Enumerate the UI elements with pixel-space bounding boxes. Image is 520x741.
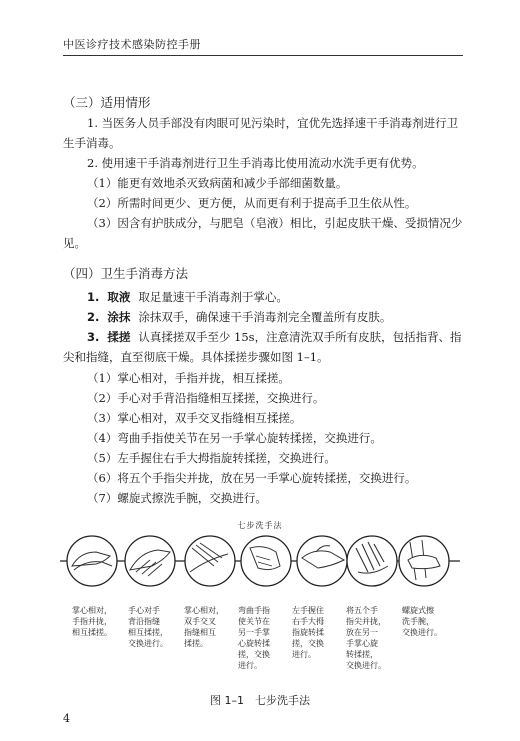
step-2-icon	[125, 536, 175, 586]
step-1-icon	[67, 536, 117, 586]
step-7-icon	[399, 536, 449, 586]
step-4: （4）弯曲手指使关节在另一手掌心旋转揉搓，交换进行。	[87, 431, 382, 445]
step-2: （2）手心对手背沿指缝相互揉搓，交换进行。	[87, 391, 325, 405]
item-1-number: 1.	[87, 290, 100, 304]
running-head: 中医诊疗技术感染防控手册	[63, 38, 201, 51]
figure-step-captions	[0, 605, 520, 675]
figure-caption-step-2: 手心对手 背沿指缝 相互揉搓， 交换进行。	[128, 606, 168, 648]
item-3-keyword: 揉搓	[107, 330, 131, 344]
section-heading-applicability: （三）适用情形	[63, 95, 151, 110]
step-4-icon	[241, 536, 291, 586]
figure-caption-step-4: 弯曲手指 使关节在 另一手掌 心旋转揉 搓，交换 进行。	[238, 606, 270, 670]
paragraph-5: （3）因含有护肤成分，与肥皂（皂液）相比，引起皮肤干燥、受损情况少见。	[63, 216, 463, 250]
step-3: （3）掌心相对，双手交叉指缝相互揉搓。	[87, 411, 302, 425]
figure-caption-step-5: 左手握住 右手大拇 指旋转揉 搓，交换 进行。	[292, 606, 324, 659]
step-5-icon	[297, 536, 347, 586]
section-heading-method: （四）卫生手消毒方法	[63, 266, 189, 281]
paragraph-4: （2）所需时间更少、更方便，从而更有利于提高手卫生依从性。	[87, 196, 417, 210]
step-6: （6）将五个手指尖并拢，放在另一手掌心旋转揉搓，交换进行。	[87, 471, 417, 485]
page-number: 4	[63, 712, 70, 725]
figure-title: 七步洗手法	[237, 521, 283, 530]
item-3-number: 3.	[87, 330, 100, 344]
paragraph-3: （1）能更有效地杀灭致病菌和减少手部细菌数量。	[87, 176, 348, 190]
paragraph-1: 1. 当医务人员手部没有肉眼可见污染时，宜优先选择速干手消毒剂进行卫生手消毒。	[63, 116, 459, 150]
step-7: （7）螺旋式擦洗手腕，交换进行。	[87, 491, 267, 505]
item-2-text: 涂抹双手，确保速干手消毒剂完全覆盖所有皮肤。	[138, 310, 392, 324]
step-1: （1）掌心相对，手指并拢，相互揉搓。	[87, 371, 290, 385]
step-6-icon	[347, 536, 397, 586]
figure-caption-step-6: 将五个手 指尖并拢， 放在另一 手掌心旋 转揉搓， 交换进行。	[346, 606, 386, 670]
step-3-icon	[185, 536, 235, 586]
item-1-keyword: 取液	[107, 290, 131, 304]
item-2-keyword: 涂抹	[107, 310, 131, 324]
item-2-number: 2.	[87, 310, 100, 324]
figure-caption: 图 1–1 七步洗手法	[210, 694, 310, 707]
figure-caption-step-3: 掌心相对， 双手交叉 指缝相互 揉搓。	[184, 606, 224, 648]
step-5: （5）左手握住右手大拇指旋转揉搓，交换进行。	[87, 451, 336, 465]
item-3-text: 认真揉搓双手至少 15s，注意清洗双手所有皮肤，包括指背、指尖和指缝，直至彻底干燥。具体揉搓步骤如图 1–1。	[63, 330, 462, 364]
item-1-text: 取足量速干手消毒剂于掌心。	[138, 290, 288, 304]
paragraph-2: 2. 使用速干手消毒剂进行卫生手消毒比使用流动水洗手更有优势。	[87, 156, 424, 170]
figure-caption-step-7: 螺旋式擦 洗手腕， 交换进行。	[402, 606, 442, 637]
figure-caption-step-1: 掌心相对， 手指并拢， 相互揉搓。	[72, 606, 112, 637]
